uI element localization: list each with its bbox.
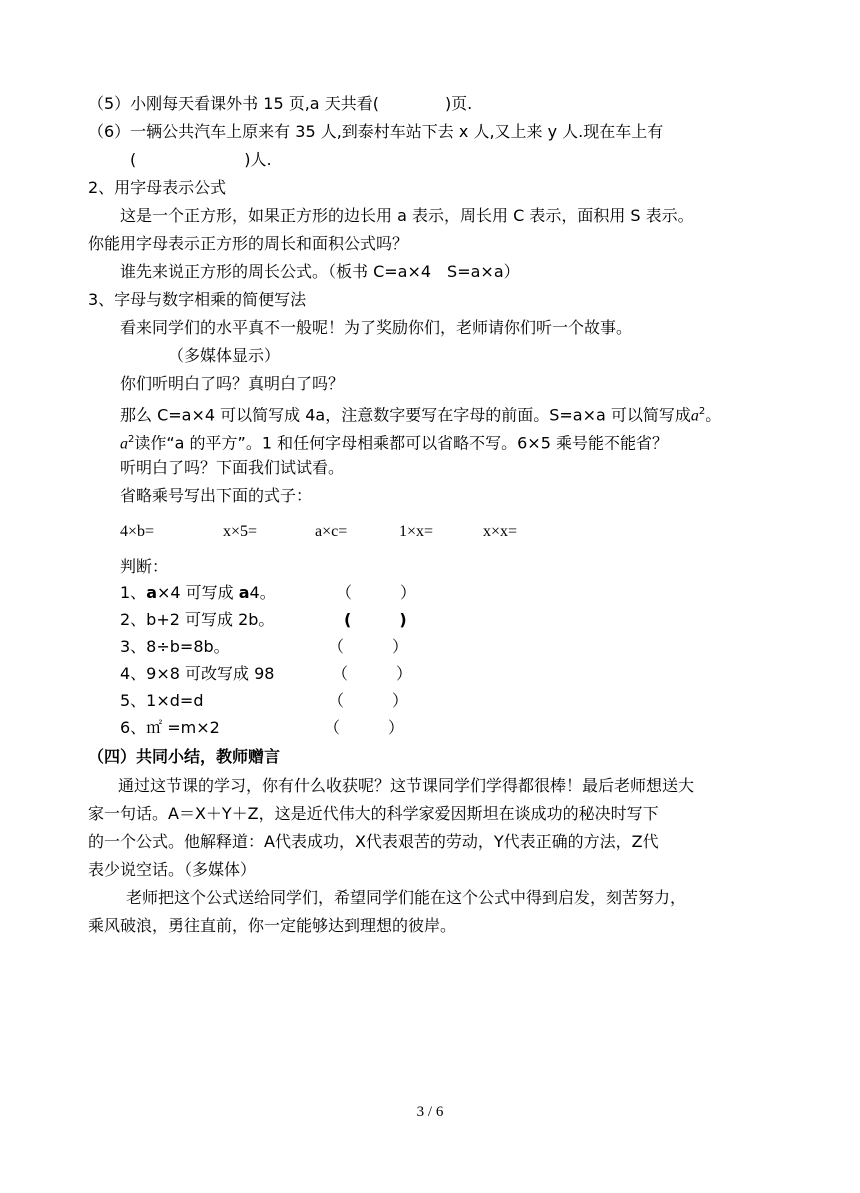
question-5-text: （5）小刚每天看课外书 15 页,a 天共看( — [88, 94, 379, 113]
question-6 — [88, 119, 663, 145]
period: 。 — [705, 405, 722, 425]
section-3-paragraph-5 — [120, 427, 668, 457]
judge-item-2: 2、b+2 可写成 2b。 — [120, 610, 275, 629]
expression-item: 4×b= — [120, 523, 155, 540]
section-2-title: 2、用字母表示公式 — [88, 178, 227, 197]
judge-title: 判断： — [120, 557, 169, 576]
item-text: ×4 可写成 — [156, 583, 239, 602]
question-6-open-paren: ( — [130, 150, 137, 169]
exponent-2: 2 — [698, 406, 706, 417]
bold-letter: a — [146, 583, 157, 602]
judge-paren-6: （ ） — [324, 718, 405, 737]
summary-line: 通过这节课的学习，你有什么收获呢？这节课同学们学得都很棒！最后老师想送大 — [118, 776, 695, 795]
section-3-paragraph-6: 听明白了吗？下面我们试试看。 — [120, 458, 345, 477]
expression-item: a×c= — [315, 523, 348, 540]
summary-line: 表少说空话。（多媒体） — [88, 860, 257, 879]
multimedia-note: （多媒体显示） — [168, 346, 281, 365]
summary-line: 的一个公式。他解释道：A代表成功，X代表艰苦的劳动，Y代表正确的方法，Z代 — [88, 832, 659, 851]
question-6-blank — [130, 147, 272, 173]
judge-paren-4: （ ） — [332, 664, 413, 683]
section-3-paragraph-4 — [120, 399, 721, 429]
section-3-paragraph-7: 省略乘号写出下面的式子： — [120, 486, 313, 505]
judge-paren-2: ( ) — [344, 610, 407, 629]
section-2-paragraph-2: 你能用字母表示正方形的周长和面积公式吗？ — [88, 234, 409, 253]
bold-letter: a — [238, 583, 250, 602]
judge-item-3: 3、8÷b=8b。 — [120, 637, 230, 656]
exponent-2: 2 — [128, 434, 135, 445]
judge-item-1 — [120, 580, 276, 606]
variable-a: a — [690, 407, 699, 425]
judge-paren-5: （ ） — [328, 691, 409, 710]
expression-item: 1×x= — [399, 523, 434, 540]
question-6-end: )人. — [244, 150, 272, 169]
judge-item-4: 4、9×8 可改写成 98 — [120, 664, 275, 683]
judge-paren-3: （ ） — [328, 637, 409, 656]
judge-item-5: 5、1×d=d — [120, 691, 204, 710]
expression-item: x×5= — [223, 523, 258, 540]
section-3-paragraph-3: 你们听明白了吗？真明白了吗？ — [120, 374, 345, 393]
expression-item: x×x= — [483, 523, 518, 540]
page-number: 3 / 6 — [416, 1104, 444, 1120]
question-5-end: )页. — [444, 94, 473, 113]
summary-line: 乘风破浪，勇往直前，你一定能够达到理想的彼岸。 — [88, 916, 457, 935]
square-reading-text: 读作“a 的平方”。1 和任何字母相乘都可以省略不写。6×5 乘号能不能省？ — [134, 433, 668, 453]
question-6-text: （6）一辆公共汽车上原来有 35 人,到泰村车站下去 x 人,又上来 y 人.现在车上有 — [88, 122, 664, 141]
summary-line: 家一句话。A＝X＋Y＋Z，这是近代伟大的科学家爱因斯坦在谈成功的秘决时写下 — [88, 804, 659, 823]
judge-paren-1: （ ） — [336, 583, 417, 602]
judge-item-6: 6、㎡ =m×2 — [120, 718, 220, 737]
question-5 — [88, 91, 472, 117]
expression-row — [120, 518, 553, 545]
section-3-paragraph-1: 看来同学们的水平真不一般呢！为了奖励你们，老师请你们听一个故事。 — [120, 318, 633, 337]
summary-line: 老师把这个公式送给同学们，希望同学们能在这个公式中得到启发，刻苦努力， — [126, 888, 687, 907]
section-4-title: （四）共同小结，教师赠言 — [88, 747, 281, 766]
section-2-paragraph-1: 这是一个正方形，如果正方形的边长用 a 表示，周长用 C 表示，面积用 S 表示。 — [120, 206, 694, 225]
section-2-paragraph-3: 谁先来说正方形的周长公式。（板书 C=a×4 S=a×a） — [120, 262, 520, 281]
item-text: 4。 — [249, 583, 276, 602]
item-number: 1、 — [120, 583, 147, 602]
variable-a: a — [120, 435, 128, 453]
abbreviation-text: 那么 C=a×4 可以简写成 4a，注意数字要写在字母的前面。S=a×a 可以简写成 — [120, 405, 691, 425]
section-3-title: 3、字母与数字相乘的简便写法 — [88, 290, 307, 309]
